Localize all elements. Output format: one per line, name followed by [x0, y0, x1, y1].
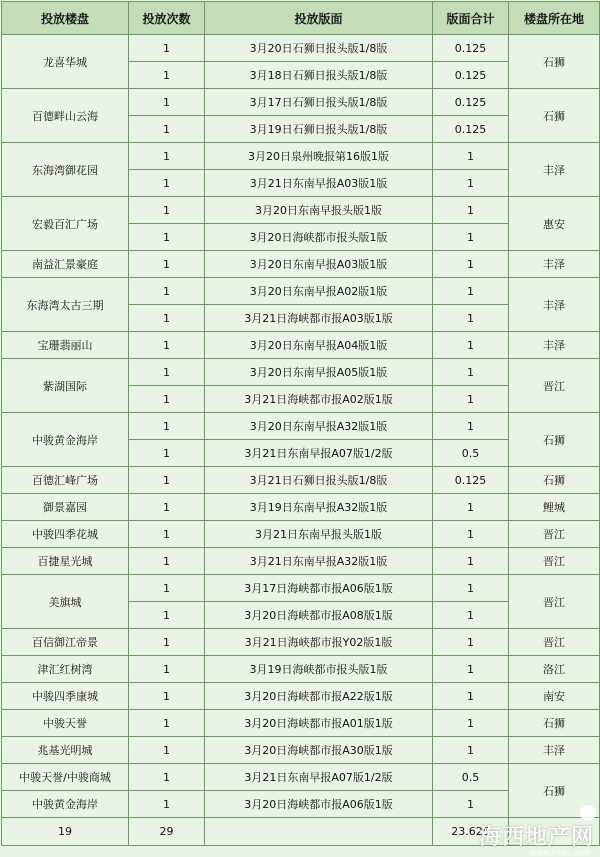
times-cell: 1: [129, 386, 205, 413]
edition-cell: 3月18日石狮日报头版1/8版: [205, 62, 433, 89]
total-cell: 1: [433, 359, 509, 386]
total-cell: 0.5: [433, 764, 509, 791]
total-cell: 1: [433, 656, 509, 683]
project-cell: 宏毅百汇广场: [2, 197, 129, 251]
times-cell: 1: [129, 359, 205, 386]
edition-cell: 3月20日东南早报A02版1版: [205, 278, 433, 305]
location-cell: 晋江: [509, 548, 600, 575]
table-row: [2, 521, 600, 548]
table-row: [2, 737, 600, 764]
location-cell: 丰泽: [509, 278, 600, 332]
edition-cell: 3月20日石狮日报头版1/8版: [205, 35, 433, 62]
table-row: [2, 89, 600, 116]
total-cell: 1: [433, 710, 509, 737]
table-body: [2, 35, 600, 846]
table-row: [2, 278, 600, 305]
edition-cell: 3月20日东南早报A04版1版: [205, 332, 433, 359]
times-cell: 1: [129, 575, 205, 602]
total-cell: 1: [433, 494, 509, 521]
total-cell: 0.5: [433, 440, 509, 467]
edition-cell: 3月20日海峡都市报A06版1版: [205, 791, 433, 818]
project-cell: 东海湾御花园: [2, 143, 129, 197]
header-project: 投放楼盘: [2, 2, 129, 35]
times-cell: 1: [129, 278, 205, 305]
project-cell: 宝珊翡丽山: [2, 332, 129, 359]
total-cell: 0.125: [433, 89, 509, 116]
total-cell: 1: [433, 143, 509, 170]
header-total: 版面合计: [433, 2, 509, 35]
location-cell: 惠安: [509, 197, 600, 251]
table-row: [2, 467, 600, 494]
edition-cell: 3月21日东南早报A07版1/2版: [205, 764, 433, 791]
table-row: [2, 764, 600, 791]
table-row: [2, 35, 600, 62]
location-cell: 丰泽: [509, 251, 600, 278]
location-cell: 晋江: [509, 575, 600, 629]
summary-edition: [205, 818, 433, 846]
total-cell: 1: [433, 683, 509, 710]
times-cell: 1: [129, 251, 205, 278]
times-cell: 1: [129, 116, 205, 143]
summary-times: 29: [129, 818, 205, 846]
edition-cell: 3月20日海峡都市报A01版1版: [205, 710, 433, 737]
ad-placement-table: [1, 1, 600, 846]
edition-cell: 3月20日海峡都市报A08版1版: [205, 602, 433, 629]
times-cell: 1: [129, 224, 205, 251]
times-cell: 1: [129, 710, 205, 737]
total-cell: 1: [433, 413, 509, 440]
project-cell: 中骏四季康城: [2, 683, 129, 710]
summary-total: 23.625: [433, 818, 509, 846]
project-cell: 紫湖国际: [2, 359, 129, 413]
project-cell: 南益汇景豪庭: [2, 251, 129, 278]
project-cell: 中骏黄金海岸: [2, 413, 129, 467]
table-row: [2, 710, 600, 737]
total-cell: 1: [433, 251, 509, 278]
project-cell: 兆基光明城: [2, 737, 129, 764]
total-cell: 1: [433, 332, 509, 359]
total-cell: 0.125: [433, 467, 509, 494]
edition-cell: 3月20日海峡都市报A30版1版: [205, 737, 433, 764]
times-cell: 1: [129, 683, 205, 710]
location-cell: 石狮: [509, 35, 600, 89]
edition-cell: 3月21日海峡都市报Y02版1版: [205, 629, 433, 656]
table-row: [2, 629, 600, 656]
edition-cell: 3月21日石狮日报头版1/8版: [205, 467, 433, 494]
table-row: [2, 575, 600, 602]
table-row: [2, 413, 600, 440]
location-cell: 丰泽: [509, 143, 600, 197]
edition-cell: 3月20日东南早报A05版1版: [205, 359, 433, 386]
times-cell: 1: [129, 197, 205, 224]
table-row: [2, 332, 600, 359]
times-cell: 1: [129, 440, 205, 467]
location-cell: 洛江: [509, 656, 600, 683]
total-cell: 1: [433, 602, 509, 629]
edition-cell: 3月20日海峡都市报A22版1版: [205, 683, 433, 710]
location-cell: 南安: [509, 683, 600, 710]
location-cell: 丰泽: [509, 332, 600, 359]
header-location: 楼盘所在地: [509, 2, 600, 35]
times-cell: 1: [129, 656, 205, 683]
edition-cell: 3月19日石狮日报头版1/8版: [205, 116, 433, 143]
summary-projects: 19: [2, 818, 129, 846]
edition-cell: 3月21日东南早报A32版1版: [205, 548, 433, 575]
times-cell: 1: [129, 494, 205, 521]
total-cell: 1: [433, 737, 509, 764]
location-cell: 晋江: [509, 629, 600, 656]
edition-cell: 3月21日海峡都市报A03版1版: [205, 305, 433, 332]
edition-cell: 3月19日海峡都市报头版1版: [205, 656, 433, 683]
table-row: [2, 197, 600, 224]
edition-cell: 3月17日石狮日报头版1/8版: [205, 89, 433, 116]
times-cell: 1: [129, 62, 205, 89]
table-row: [2, 359, 600, 386]
location-cell: 石狮: [509, 467, 600, 494]
times-cell: 1: [129, 170, 205, 197]
location-cell: 晋江: [509, 521, 600, 548]
edition-cell: 3月20日东南早报A03版1版: [205, 251, 433, 278]
header-times: 投放次数: [129, 2, 205, 35]
project-cell: 百捷星光城: [2, 548, 129, 575]
edition-cell: 3月20日东南早报A32版1版: [205, 413, 433, 440]
total-cell: 0.125: [433, 116, 509, 143]
total-cell: 1: [433, 224, 509, 251]
project-cell: 东海湾太古三期: [2, 278, 129, 332]
total-cell: 1: [433, 521, 509, 548]
watermark-url: www.hxdc.com: [529, 848, 590, 857]
total-cell: 1: [433, 575, 509, 602]
total-cell: 0.125: [433, 35, 509, 62]
edition-cell: 3月19日东南早报A32版1版: [205, 494, 433, 521]
header-edition: 投放版面: [205, 2, 433, 35]
total-cell: 1: [433, 197, 509, 224]
edition-cell: 3月20日海峡都市报头版1版: [205, 224, 433, 251]
edition-cell: 3月17日海峡都市报A06版1版: [205, 575, 433, 602]
times-cell: 1: [129, 764, 205, 791]
total-cell: 1: [433, 629, 509, 656]
project-cell: 中骏四季花城: [2, 521, 129, 548]
project-cell: 中骏天誉/中骏商城: [2, 764, 129, 791]
project-cell: 御景嘉园: [2, 494, 129, 521]
table-row: [2, 548, 600, 575]
total-cell: 1: [433, 278, 509, 305]
project-cell: 百信御江帝景: [2, 629, 129, 656]
project-cell: 津汇红树湾: [2, 656, 129, 683]
times-cell: 1: [129, 305, 205, 332]
location-cell: 石狮: [509, 413, 600, 467]
times-cell: 1: [129, 35, 205, 62]
project-cell: 百德畔山云海: [2, 89, 129, 143]
edition-cell: 3月20日泉州晚报第16版1版: [205, 143, 433, 170]
table-row: [2, 143, 600, 170]
location-cell: 鲤城: [509, 494, 600, 521]
project-cell: 中骏天誉: [2, 710, 129, 737]
table-row: [2, 683, 600, 710]
location-cell: 晋江: [509, 359, 600, 413]
project-cell: 中骏黄金海岸: [2, 791, 129, 818]
total-cell: 1: [433, 548, 509, 575]
times-cell: 1: [129, 521, 205, 548]
times-cell: 1: [129, 737, 205, 764]
edition-cell: 3月20日东南早报头版1版: [205, 197, 433, 224]
times-cell: 1: [129, 791, 205, 818]
table-row: [2, 251, 600, 278]
project-cell: 美旗城: [2, 575, 129, 629]
header-row: [2, 2, 600, 35]
times-cell: 1: [129, 548, 205, 575]
times-cell: 1: [129, 467, 205, 494]
edition-cell: 3月21日东南早报头版1版: [205, 521, 433, 548]
watermark-text: 海西地产网: [478, 825, 594, 850]
total-cell: 1: [433, 386, 509, 413]
edition-cell: 3月21日东南早报A07版1/2版: [205, 440, 433, 467]
project-cell: 龙喜华城: [2, 35, 129, 89]
total-cell: 1: [433, 305, 509, 332]
total-cell: 1: [433, 170, 509, 197]
times-cell: 1: [129, 332, 205, 359]
table-row: [2, 656, 600, 683]
times-cell: 1: [129, 89, 205, 116]
location-cell: 石狮: [509, 710, 600, 737]
location-cell: 丰泽: [509, 737, 600, 764]
edition-cell: 3月21日海峡都市报A02版1版: [205, 386, 433, 413]
table-row: [2, 494, 600, 521]
watermark-logo-icon: [580, 805, 596, 821]
edition-cell: 3月21日东南早报A03版1版: [205, 170, 433, 197]
location-cell: 石狮: [509, 764, 600, 818]
total-cell: 0.125: [433, 62, 509, 89]
total-cell: 1: [433, 791, 509, 818]
times-cell: 1: [129, 629, 205, 656]
times-cell: 1: [129, 143, 205, 170]
project-cell: 百德汇峰广场: [2, 467, 129, 494]
times-cell: 1: [129, 413, 205, 440]
times-cell: 1: [129, 602, 205, 629]
location-cell: 石狮: [509, 89, 600, 143]
